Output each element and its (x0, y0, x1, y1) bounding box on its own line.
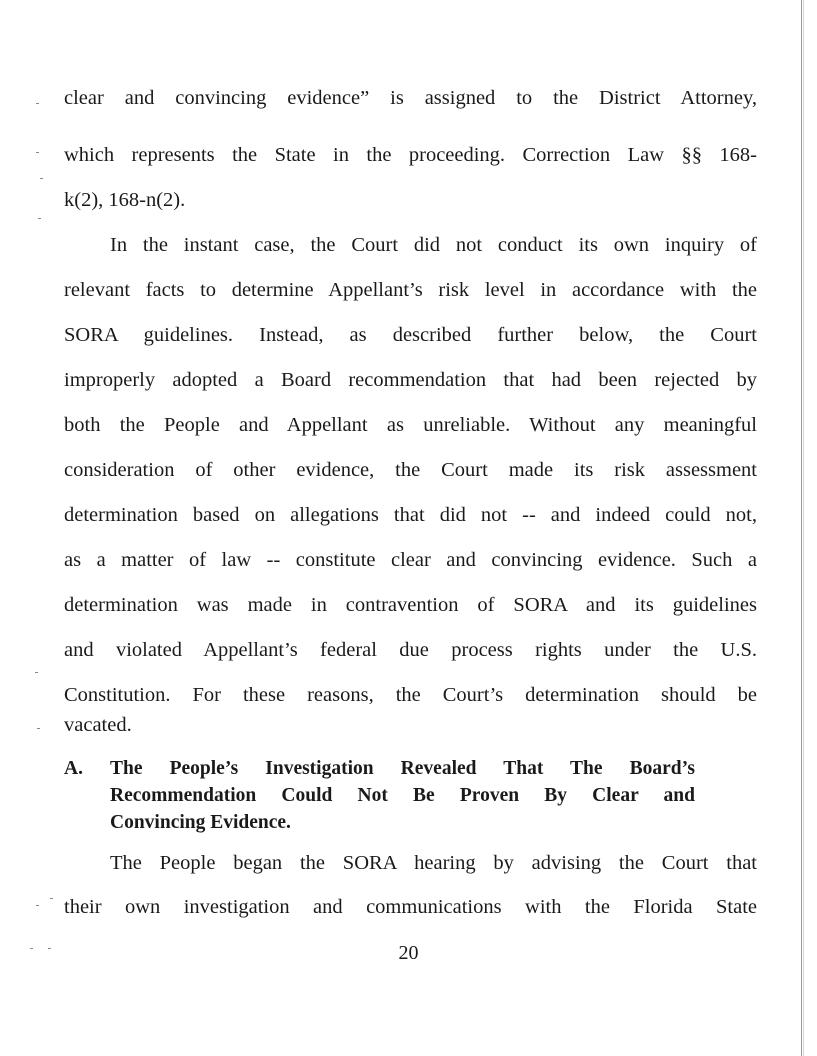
text-line: determination was made in contravention of SORA and its guidelines (64, 594, 757, 616)
text-line: consideration of other evidence, the Court made its risk assessment (64, 459, 757, 481)
text-line: relevant facts to determine Appellant’s risk level in accordance with the (64, 279, 757, 301)
scan-speck (50, 898, 53, 899)
scan-speck (35, 672, 38, 673)
text-line: Constitution. For these reasons, the Court’s determination should be (64, 684, 757, 706)
text-line: In the instant case, the Court did not conduct its own inquiry of (110, 234, 757, 256)
scan-speck (37, 728, 40, 729)
text-line: k(2), 168-n(2). (64, 189, 186, 211)
text-line: which represents the State in the proceeding. Correction Law §§ 168- (64, 144, 757, 166)
text-line: vacated. (64, 714, 132, 736)
scan-page-edge-shadow (803, 0, 804, 1056)
text-line: improperly adopted a Board recommendation that had been rejected by (64, 369, 757, 391)
heading-line: Convincing Evidence. (110, 812, 291, 833)
scan-page-edge (801, 0, 802, 1056)
text-line: as a matter of law -- constitute clear and convincing evidence. Such a (64, 549, 757, 571)
heading-line: Recommendation Could Not Be Proven By Clear and (110, 785, 695, 806)
scan-speck (40, 178, 43, 179)
scan-speck (36, 905, 39, 906)
text-line: The People began the SORA hearing by advising the Court that (110, 852, 757, 874)
text-line: clear and convincing evidence” is assigned to the District Attorney, (64, 87, 757, 109)
text-line: their own investigation and communications with the Florida State (64, 896, 757, 918)
scan-speck (36, 152, 39, 153)
page-number: 20 (398, 942, 419, 964)
text-line: and violated Appellant’s federal due process rights under the U.S. (64, 639, 757, 661)
scan-speck (38, 218, 41, 219)
heading-line: The People’s Investigation Revealed That The Board’s (110, 758, 695, 779)
text-line: SORA guidelines. Instead, as described further below, the Court (64, 324, 757, 346)
text-line: both the People and Appellant as unreliable. Without any meaningful (64, 414, 757, 436)
text-line: determination based on allegations that did not -- and indeed could not, (64, 504, 757, 526)
scan-speck (36, 103, 39, 104)
section-marker: A. (64, 758, 83, 779)
